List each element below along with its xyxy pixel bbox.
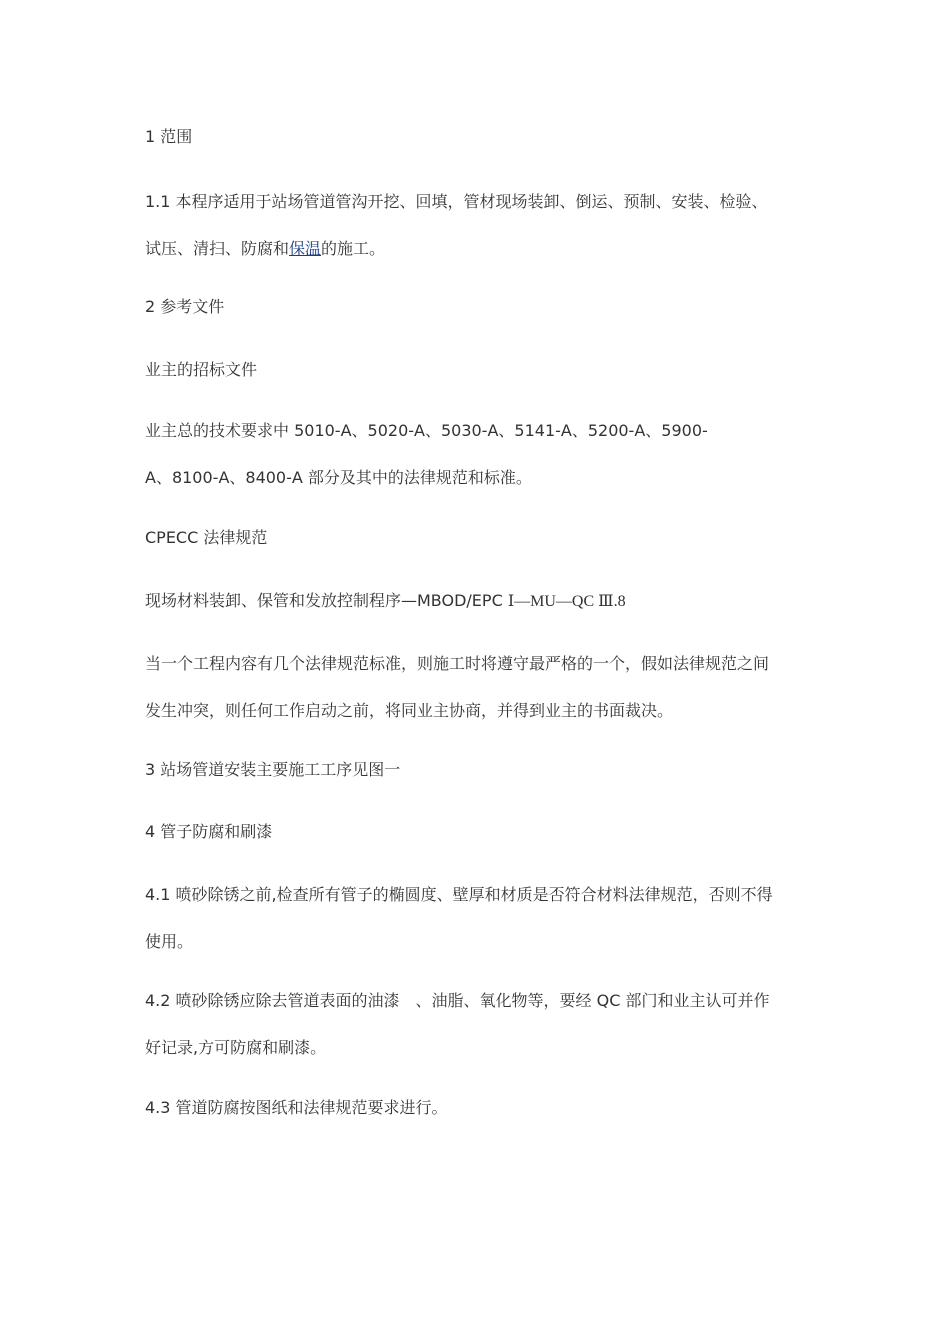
paragraph-1-1 bbox=[145, 178, 805, 272]
reference-owner-requirements bbox=[145, 407, 805, 501]
reference-conflict-rule-line-1: 当一个工程内容有几个法律规范标准，则施工时将遵守最严格的一个，假如法律规范之间 bbox=[145, 654, 770, 673]
reference-tender-docs: 业主的招标文件 bbox=[145, 360, 258, 379]
paragraph-4-2-line-1: 4.2 喷砂除锈应除去管道表面的油漆 、油脂、氧化物等，要经 QC 部门和业主认可并作 bbox=[145, 991, 770, 1010]
section-4-heading: 4 管子防腐和刷漆 bbox=[145, 822, 273, 841]
reference-conflict-rule-line-2: 发生冲突，则任何工作启动之前，将同业主协商，并得到业主的书面裁决。 bbox=[145, 701, 674, 720]
paragraph-4-3: 4.3 管道防腐按图纸和法律规范要求进行。 bbox=[145, 1098, 448, 1117]
reference-material-procedure: 现场材料装卸、保管和发放控制程序—MBOD/EPC Ⅰ—MU—QC Ⅲ.8 bbox=[145, 591, 626, 610]
paragraph-4-1-line-1: 4.1 喷砂除锈之前,检查所有管子的椭圆度、壁厚和材质是否符合材料法律规范，否则不得 bbox=[145, 885, 773, 904]
paragraph-4-1 bbox=[145, 871, 805, 965]
section-2-heading: 2 参考文件 bbox=[145, 297, 225, 316]
paragraph-4-1-line-2: 使用。 bbox=[145, 932, 194, 951]
paragraph-4-2-line-2: 好记录,方可防腐和刷漆。 bbox=[145, 1038, 327, 1057]
section-1-heading: 1 范围 bbox=[145, 127, 193, 146]
reference-conflict-rule bbox=[145, 640, 805, 734]
section-3-heading: 3 站场管道安装主要施工工序见图一 bbox=[145, 760, 401, 779]
insulation-link[interactable]: 保温 bbox=[289, 239, 322, 258]
reference-owner-requirements-line-1: 业主总的技术要求中 5010-A、5020-A、5030-A、5141-A、5200-A、5900- bbox=[145, 421, 708, 440]
reference-cpecc-codes: CPECC 法律规范 bbox=[145, 528, 268, 547]
reference-owner-requirements-line-2: A、8100-A、8400-A 部分及其中的法律规范和标准。 bbox=[145, 468, 532, 487]
paragraph-4-2 bbox=[145, 977, 805, 1071]
paragraph-1-1-line-2: 试压、清扫、防腐和保温的施工。 bbox=[145, 239, 386, 258]
paragraph-1-1-line-1: 1.1 本程序适用于站场管道管沟开挖、回填，管材现场装卸、倒运、预制、安装、检验、 bbox=[145, 192, 768, 211]
